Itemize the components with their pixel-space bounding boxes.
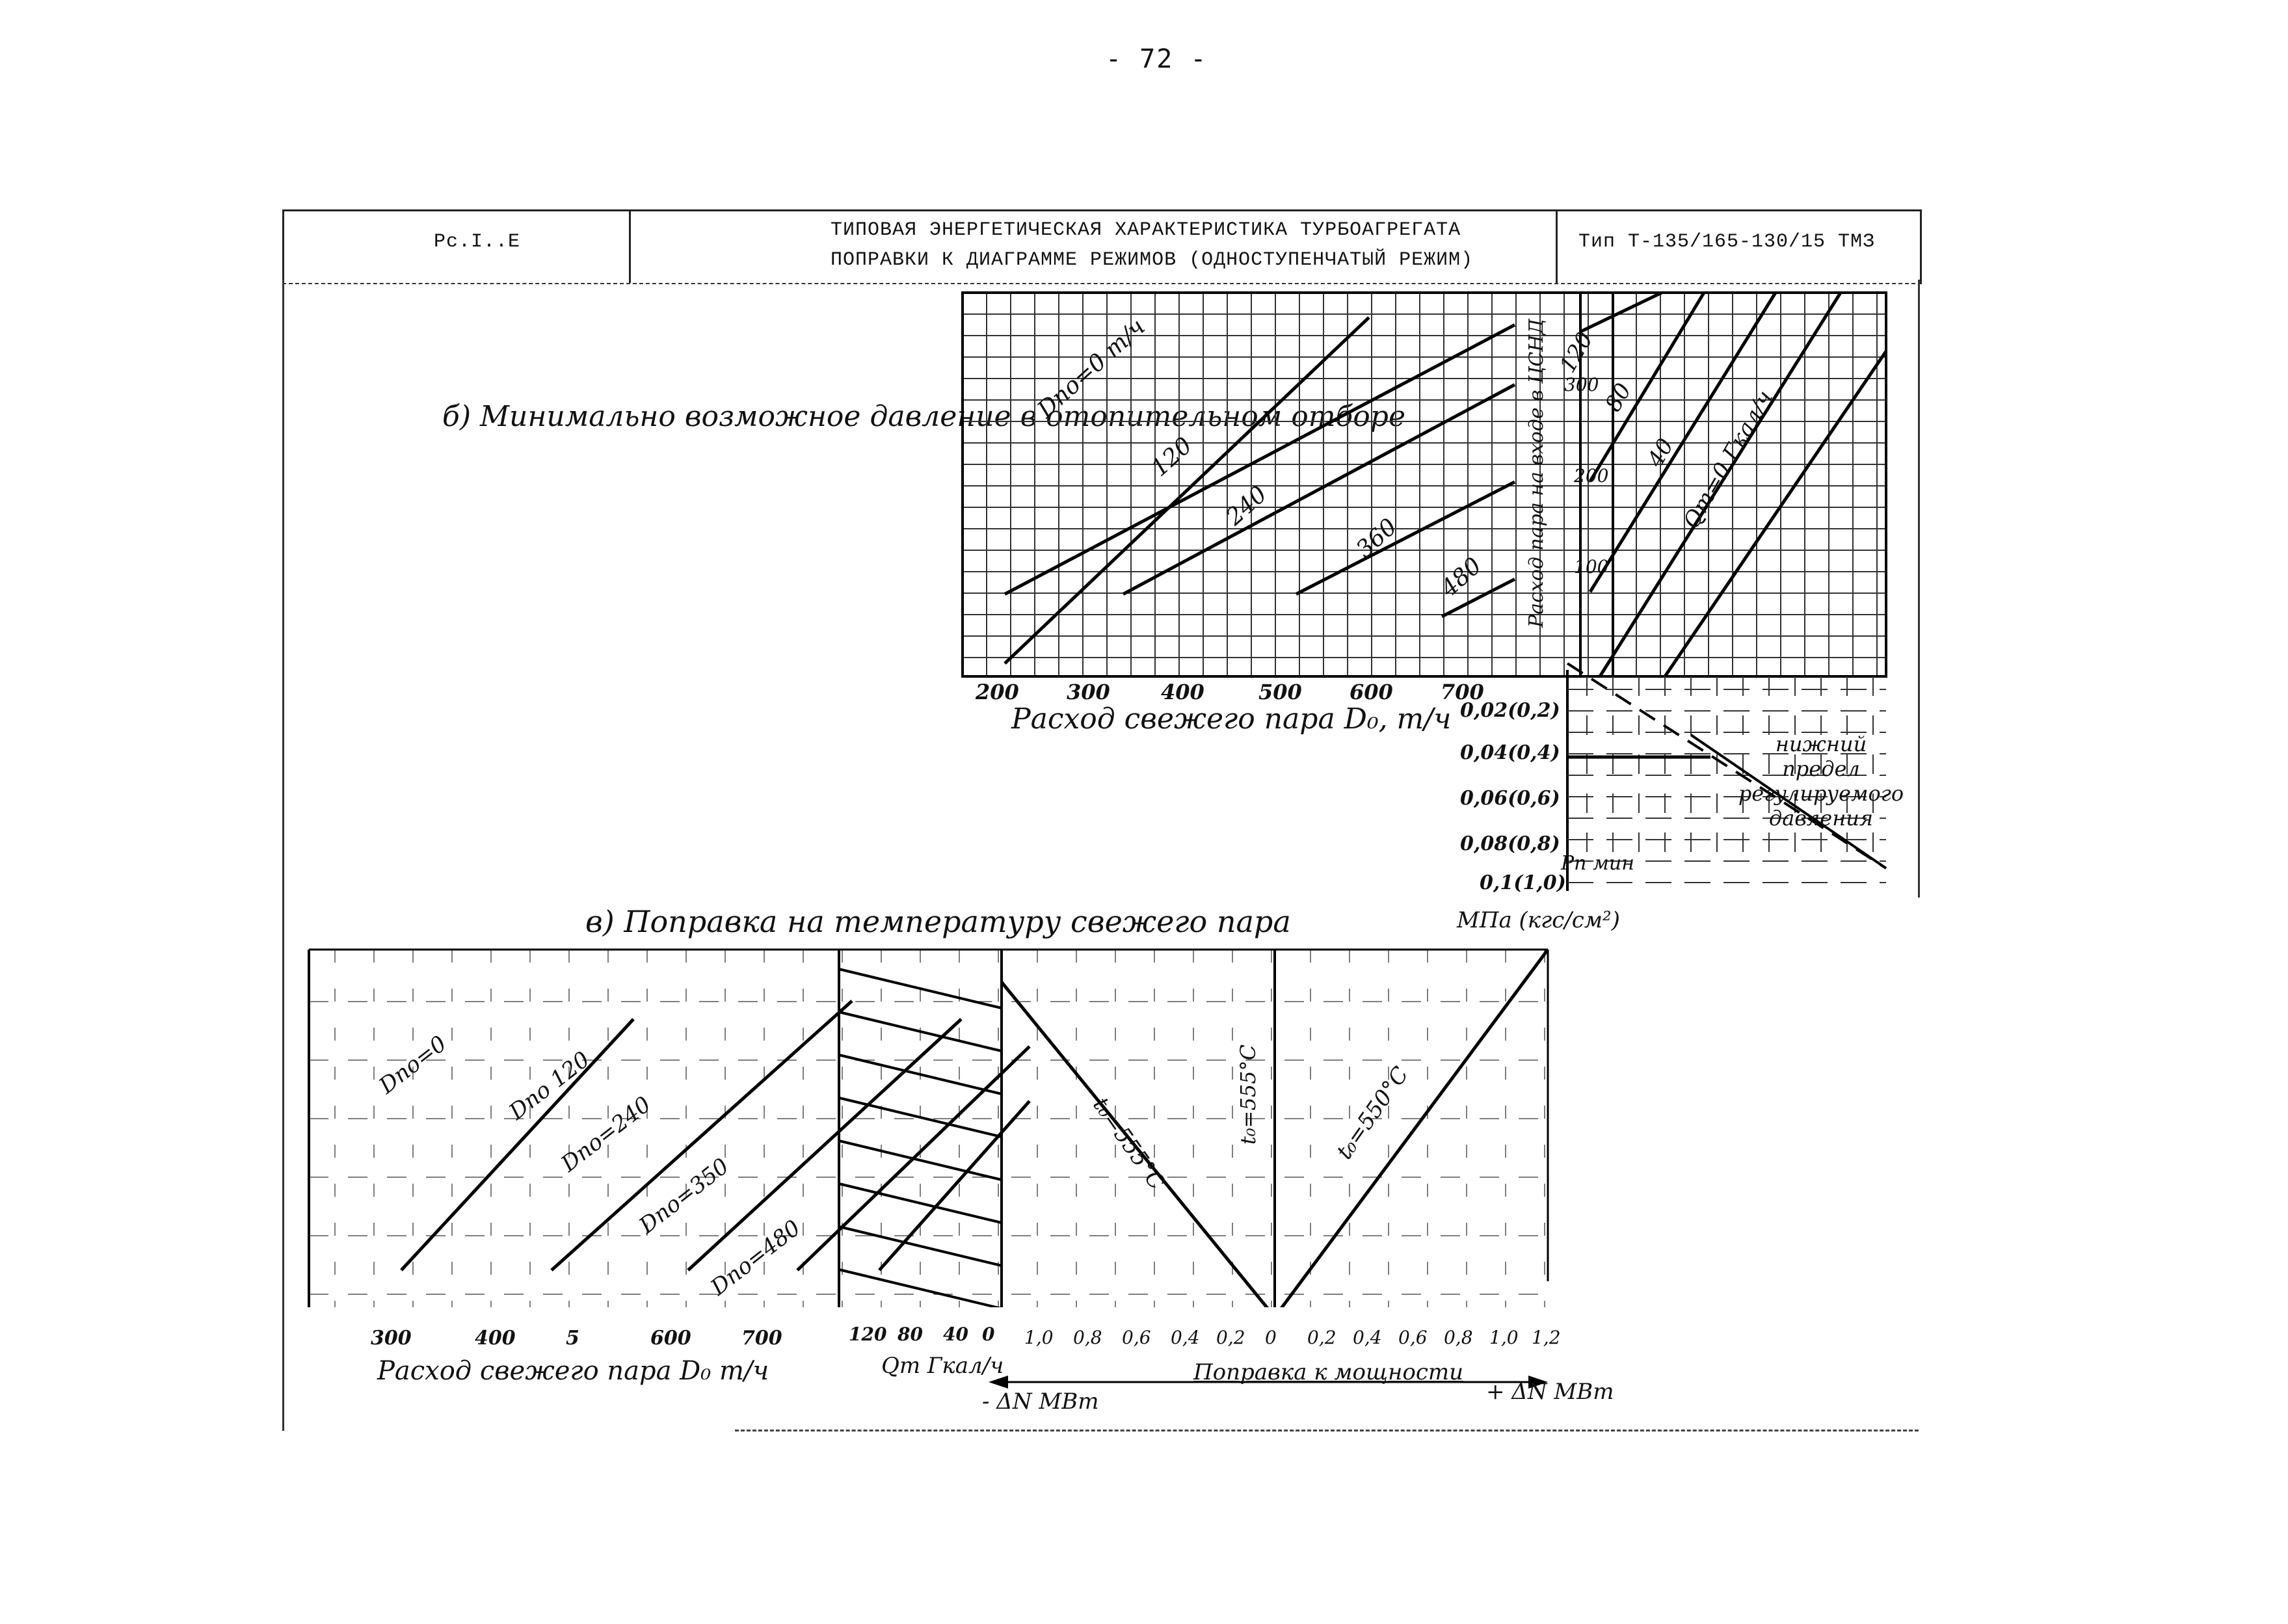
chart-c-xtick: 400	[475, 1327, 516, 1350]
chart-b-xtick: 700	[1441, 680, 1484, 704]
chart-b-xtick: 200	[976, 680, 1019, 704]
temp-label: t₀=550°C	[1331, 1061, 1414, 1164]
pressure-tick: 0,02(0,2)	[1460, 699, 1560, 722]
pressure-tick: 0,06(0,6)	[1460, 787, 1560, 810]
q-tick: 80	[898, 1324, 923, 1345]
right-series-label: 80	[1600, 379, 1637, 416]
hatch-line	[839, 1055, 1002, 1094]
chart-b-xtick: 300	[1067, 680, 1110, 704]
dn-tick: 1,0	[1024, 1327, 1054, 1348]
frame-bottom	[735, 1430, 1919, 1431]
chart-b-xtick: 500	[1258, 680, 1302, 704]
q-tick: 120	[849, 1324, 887, 1345]
correction-line-right	[1275, 950, 1548, 1307]
chart-c-series-label: Dпо=350	[634, 1153, 734, 1239]
chart-c-series-label: Dпо=240	[556, 1091, 656, 1177]
chart-c-xtick: 700	[741, 1327, 782, 1350]
chart-c-series-label: Dпо=0	[374, 1030, 452, 1099]
series-label: Dпо=0 т/ч	[1032, 313, 1151, 423]
chart-c-series-label: Dпо 120	[504, 1046, 595, 1125]
series-line	[1123, 385, 1515, 594]
dn-tick: 0	[1265, 1327, 1277, 1348]
chart-b-title: б) Минимально возможное давление в отопительном отборе	[442, 400, 1405, 433]
header-table	[282, 209, 1922, 284]
dn-tick: 0,8	[1073, 1327, 1102, 1348]
right-series-label: Qт=0 Гкал/ч	[1678, 386, 1779, 533]
series-line	[1296, 482, 1515, 594]
header-figure-ref: Рс.І..Е	[434, 231, 521, 253]
q-tick: 0	[982, 1324, 995, 1345]
right-series-label: 40	[1642, 434, 1679, 472]
dn-tick: 0,8	[1444, 1327, 1473, 1348]
right-panel-ylabel: Расход пара на входе в ЦСНД	[1525, 319, 1548, 628]
dn-tick: 0,6	[1122, 1327, 1151, 1348]
header-type: Тип Т-135/165-130/15 ТМЗ	[1578, 231, 1876, 253]
chart-b-xtick: 600	[1350, 680, 1393, 704]
chart-c-xtick: 600	[650, 1327, 691, 1350]
right-panel-ytick: 100	[1574, 556, 1609, 578]
temp-label: t₀=555°C	[1087, 1093, 1170, 1195]
chart-c-xlabel: Расход свежего пара D₀ т/ч	[377, 1356, 769, 1386]
series-label: 240	[1221, 481, 1273, 531]
hatch-line	[839, 969, 1002, 1008]
header-title-line2: ПОПРАВКИ К ДИАГРАММЕ РЕЖИМОВ (ОДНОСТУПЕНЧАТЫЙ РЕЖИМ)	[831, 249, 1474, 271]
dn-tick: 0,2	[1307, 1327, 1337, 1348]
header-title-line1: ТИПОВАЯ ЭНЕРГЕТИЧЕСКАЯ ХАРАКТЕРИСТИКА ТУРБОАГРЕГАТА	[831, 219, 1461, 241]
dn-tick: 1,0	[1489, 1327, 1519, 1348]
temp-label: t₀=555°C	[1236, 1044, 1260, 1145]
series-label: 480	[1435, 552, 1487, 602]
hatch-line	[839, 1012, 1002, 1051]
hatch-line	[839, 1098, 1002, 1137]
chart-c-title: в) Поправка на температуру свежего пара	[585, 904, 1291, 939]
chart-c-xtick: 300	[371, 1327, 412, 1350]
minus-dn-label: - ΔN МВт	[982, 1389, 1099, 1415]
dn-tick: 0,4	[1353, 1327, 1382, 1348]
chart-b-xlabel: Расход свежего пара D₀, т/ч	[1011, 702, 1452, 736]
plus-dn-label: + ΔN МВт	[1486, 1379, 1614, 1405]
chart-b-xtick: 400	[1161, 680, 1204, 704]
series-label: 360	[1351, 513, 1403, 563]
pressure-tick: 0,08(0,8)	[1460, 832, 1560, 855]
q-label: Qт Гкал/ч	[881, 1353, 1004, 1379]
header-divider	[1556, 211, 1558, 283]
header-divider	[629, 211, 631, 283]
right-panel-line	[1580, 293, 1662, 332]
q-tick: 40	[943, 1324, 968, 1345]
pressure-unit: МПа (кгс/см²)	[1457, 907, 1620, 933]
series-label: 120	[1146, 432, 1198, 482]
frame-left	[282, 280, 284, 1431]
pressure-tick: 0,1(1,0)	[1480, 872, 1566, 894]
chart-c-series-label: Dпо=480	[706, 1215, 806, 1301]
right-series-label: 120	[1554, 327, 1599, 377]
chart-c	[306, 943, 1574, 1307]
dn-tick: 0,4	[1171, 1327, 1200, 1348]
pressure-p-label: Pп мин	[1561, 852, 1634, 875]
dn-tick: 0,2	[1216, 1327, 1245, 1348]
right-panel-ytick: 200	[1574, 465, 1609, 486]
correction-caption: Поправка к мощности	[1193, 1359, 1464, 1385]
dn-tick: 0,6	[1398, 1327, 1428, 1348]
chart-c-xtick: 5	[566, 1327, 579, 1350]
dn-tick: 1,2	[1532, 1327, 1561, 1348]
page-number: - 72 -	[1106, 44, 1208, 74]
right-panel-ytick: 300	[1564, 374, 1599, 395]
pressure-limit-note: нижний предел регулируемого давления	[1738, 732, 1904, 831]
pressure-tick: 0,04(0,4)	[1460, 741, 1560, 764]
